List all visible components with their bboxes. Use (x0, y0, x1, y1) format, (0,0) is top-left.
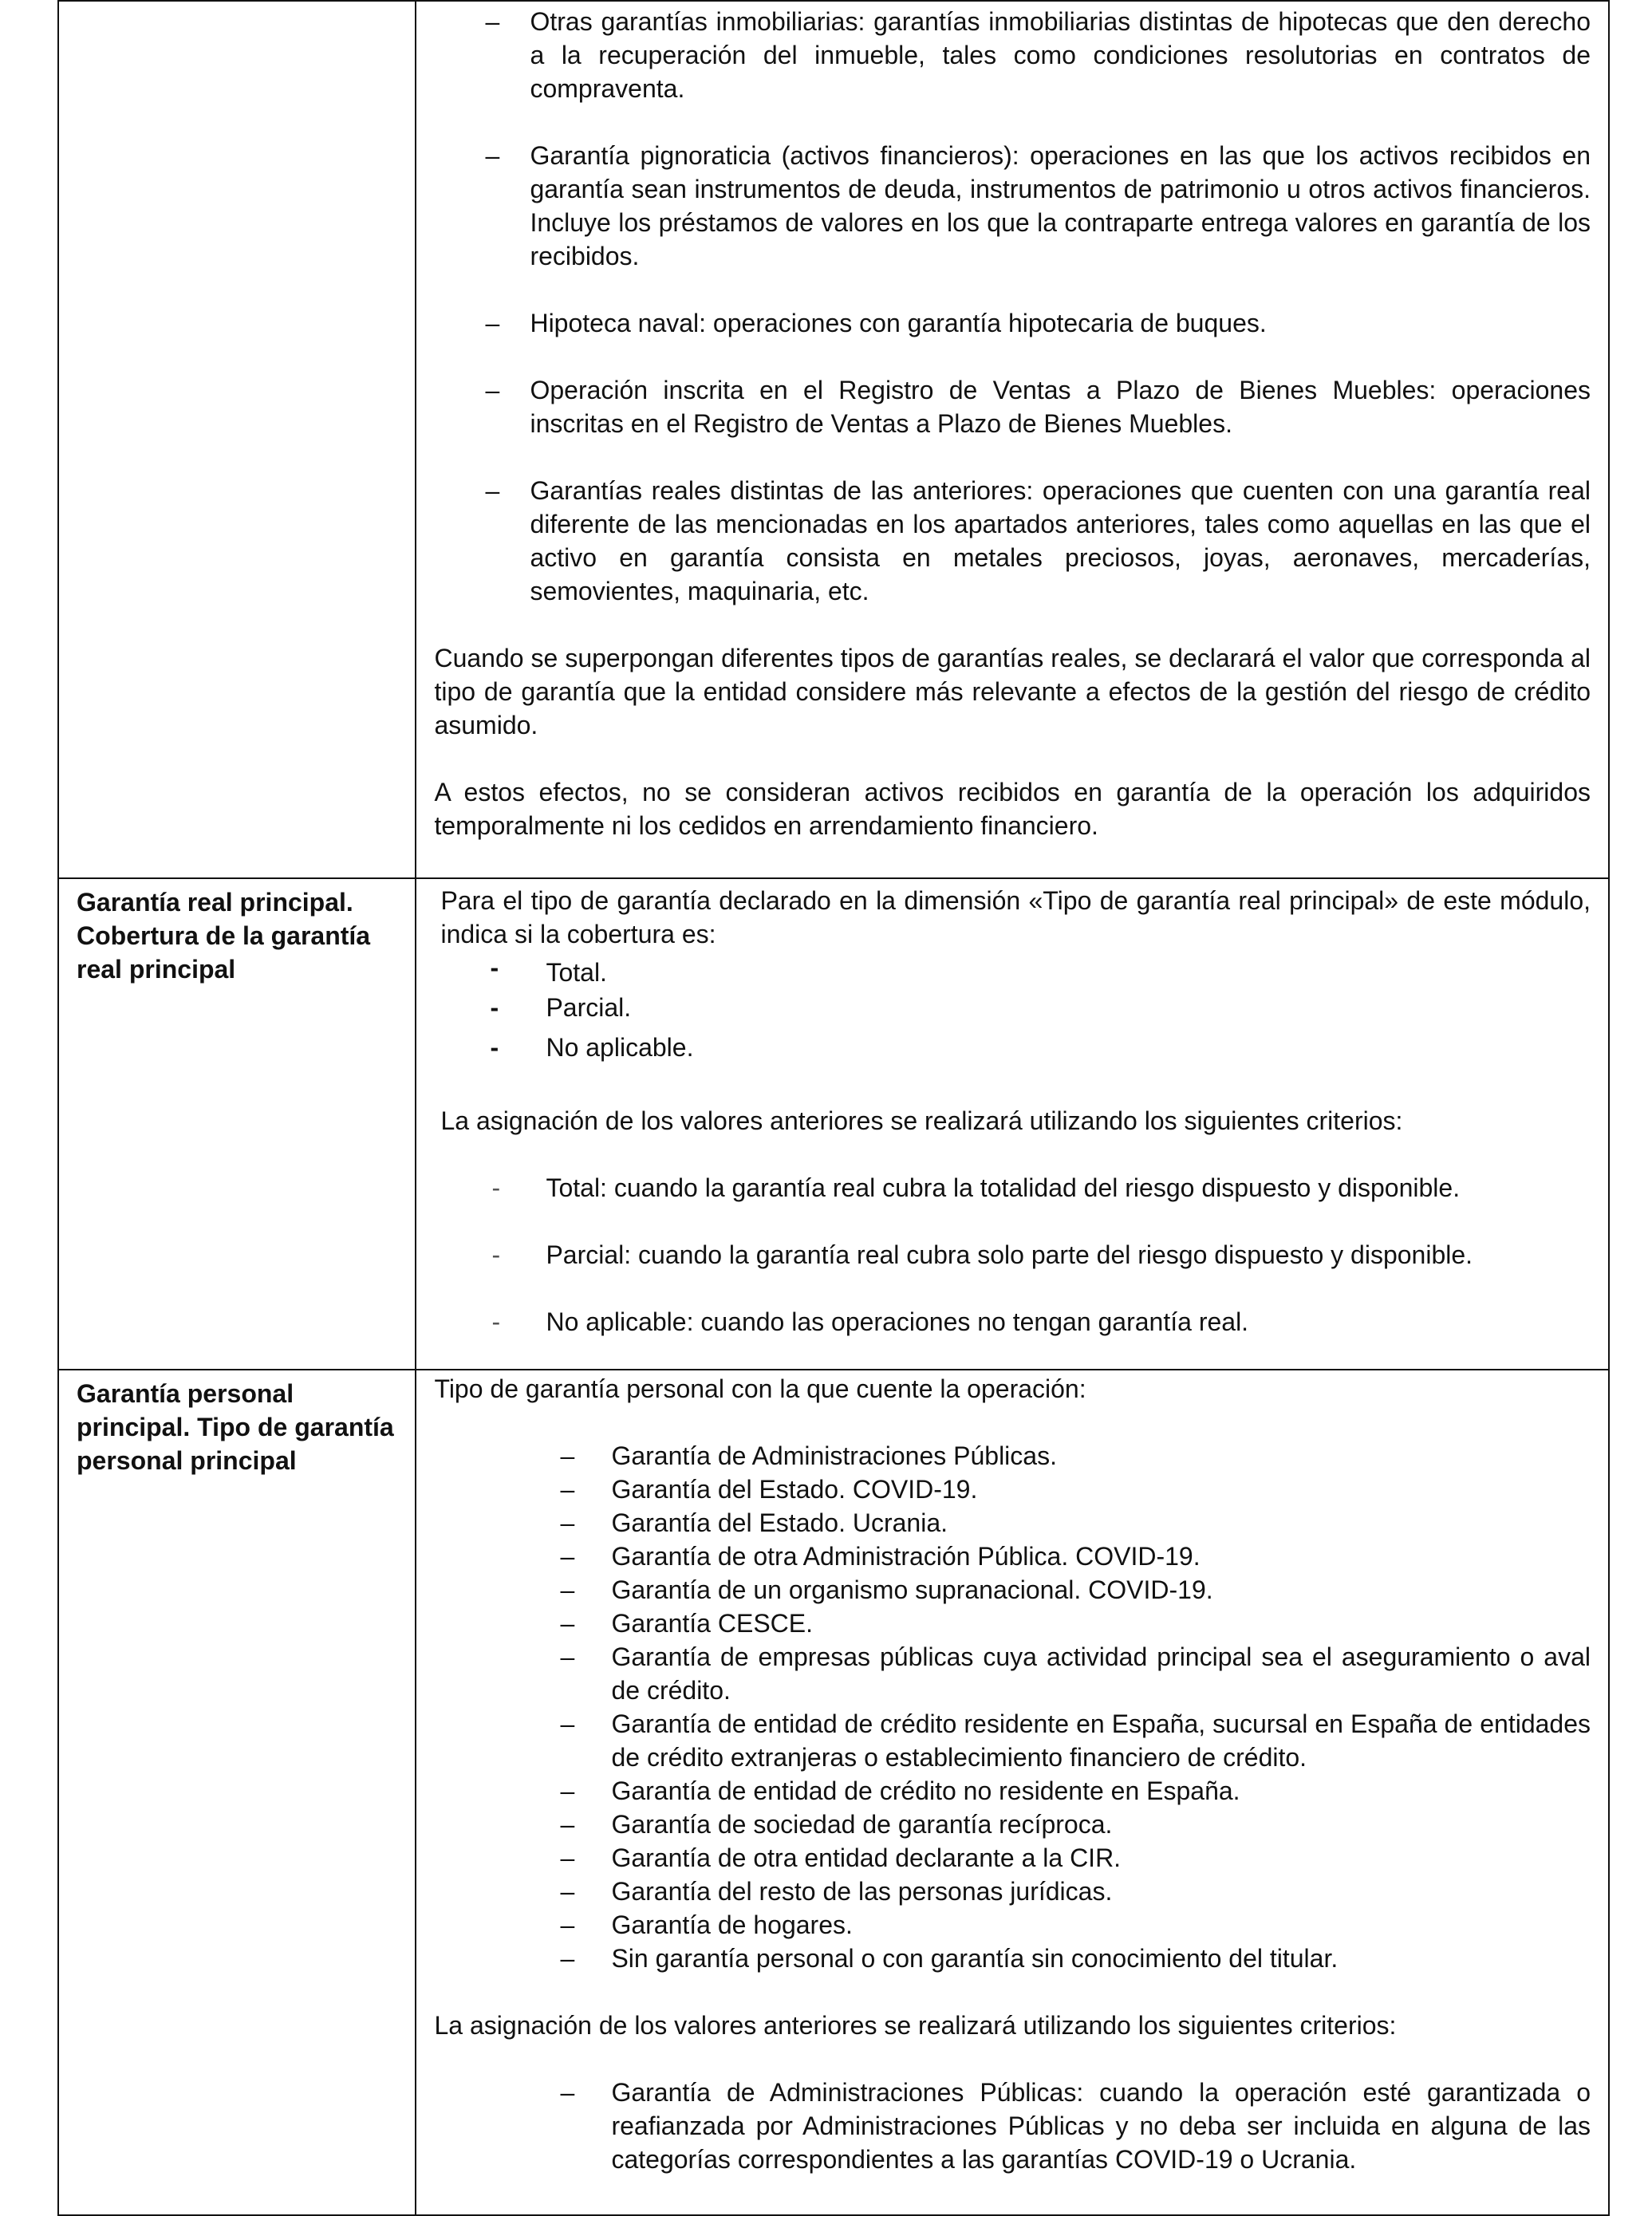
definitions-table (57, 0, 1610, 2216)
dash-bullet: – (560, 1877, 575, 1906)
dash-bullet: – (560, 1944, 575, 1973)
dash-bullet: – (560, 1843, 575, 1872)
list-item (434, 1942, 1591, 1975)
list-item-text: Parcial: cuando la garantía real cubra solo parte del riesgo dispuesto y disponible. (546, 1240, 1473, 1269)
paragraph: Para el tipo de garantía declarado en la dimensión «Tipo de garantía real principal» de este módulo, indica si la cobertura es: (440, 886, 1591, 948)
list-item-text: Total. (546, 958, 607, 987)
dash-bullet: – (485, 376, 500, 404)
list-item-text: Hipoteca naval: operaciones con garantía hipotecaria de buques. (530, 309, 1267, 337)
description-cell (416, 1, 1609, 878)
field-label: Garantía personal principal. Tipo de garantía personal principal (58, 1370, 416, 2215)
list-item (434, 1774, 1591, 1808)
list-item-text: Garantía de Administraciones Públicas: cuando la operación esté garantizada o reafianzada por Administraciones Públicas y no deba ser incluida en alguna de las categorías correspondientes a las garantías COVID-19 o Ucrania. (611, 2078, 1591, 2174)
list-item-text: Garantía de sociedad de garantía recíproca. (611, 1810, 1113, 1839)
paragraph: A estos efectos, no se consideran activos recibidos en garantía de la operación los adquiridos temporalmente ni los cedidos en arrendamiento financiero. (434, 778, 1591, 840)
list-item-text: Garantías reales distintas de las anteriores: operaciones que cuenten con una garantía real diferente de las mencionadas en los apartados anteriores, tales como aquellas en las que el activo en garantía consista en metales preciosos, joyas, aeronaves, mercaderías, semovientes, maquinaria, etc. (530, 476, 1591, 605)
list-item (440, 1031, 1591, 1071)
list-item-text: Garantía pignoraticia (activos financieros): operaciones en las que los activos recibidos en garantía sean instrumentos de deuda, instrumentos de patrimonio u otros activos financieros. Incluye los préstamos de valores en los que la contraparte entrega valores en garantía de los recibidos. (530, 141, 1591, 270)
personal-guarantee-criteria-list (434, 2076, 1591, 2176)
dash-bullet: – (560, 1475, 575, 1504)
list-item (434, 1707, 1591, 1774)
list-item-text: Garantía de entidad de crédito no residente en España. (611, 1776, 1240, 1805)
list-item (434, 1540, 1591, 1573)
list-item-text: Garantía de Administraciones Públicas. (611, 1441, 1057, 1470)
list-item (440, 1238, 1591, 1272)
dash-bullet: - (491, 1307, 501, 1336)
list-item-text: Parcial. (546, 993, 632, 1022)
dash-bullet: – (560, 1542, 575, 1571)
list-item-text: Garantía de otra Administración Pública. COVID-19. (611, 1542, 1201, 1571)
dash-bullet: – (560, 2078, 575, 2107)
list-item (434, 139, 1591, 273)
list-item-text: Sin garantía personal o con garantía sin conocimiento del titular. (611, 1944, 1339, 1973)
guarantee-type-list (434, 5, 1591, 608)
list-item-text: Garantía de un organismo supranacional. COVID-19. (611, 1575, 1213, 1604)
dash-bullet: – (560, 1575, 575, 1604)
dash-bullet: – (485, 309, 500, 337)
list-item-text: Garantía de entidad de crédito residente en España, sucursal en España de entidades de crédito extranjeras o establecimiento financiero de crédito. (611, 1709, 1591, 1772)
dash-bullet: – (560, 1810, 575, 1839)
dash-bullet: – (485, 476, 500, 505)
list-item-text: Garantía de empresas públicas cuya actividad principal sea el aseguramiento o aval de crédito. (611, 1642, 1591, 1705)
coverage-criteria-list (440, 1171, 1591, 1339)
list-item (434, 1439, 1591, 1473)
list-item (440, 1171, 1591, 1205)
field-label: Garantía real principal. Cobertura de la garantía real principal (58, 878, 416, 1370)
list-item-text: No aplicable: cuando las operaciones no tengan garantía real. (546, 1307, 1249, 1336)
dash-bullet: - (491, 1240, 501, 1269)
list-item-text: No aplicable. (546, 1033, 694, 1062)
list-item (434, 2076, 1591, 2176)
list-item-text: Garantía del resto de las personas jurídicas. (611, 1877, 1113, 1906)
list-item (440, 991, 1591, 1031)
dash-bullet: - (490, 993, 499, 1022)
list-item (434, 1841, 1591, 1875)
list-item (434, 1573, 1591, 1607)
dash-bullet: – (485, 141, 500, 170)
description-cell (416, 1370, 1609, 2215)
description-cell (416, 878, 1609, 1370)
dash-bullet: – (560, 1910, 575, 1939)
dash-bullet: – (560, 1709, 575, 1738)
list-item (434, 5, 1591, 105)
list-item (434, 474, 1591, 608)
paragraph: Tipo de garantía personal con la que cuente la operación: (434, 1374, 1086, 1403)
paragraph: La asignación de los valores anteriores se realizará utilizando los siguientes criterios: (440, 1106, 1403, 1135)
dash-bullet: – (485, 7, 500, 36)
list-item-text: Operación inscrita en el Registro de Ventas a Plazo de Bienes Muebles: operaciones inscritas en el Registro de Ventas a Plazo de Bienes Muebles. (530, 376, 1591, 438)
list-item (440, 951, 1591, 991)
label-cell-empty (58, 1, 416, 878)
list-item-text: Garantía CESCE. (611, 1609, 813, 1638)
dash-bullet: – (560, 1609, 575, 1638)
dash-bullet: – (560, 1441, 575, 1470)
personal-guarantee-values-list (434, 1439, 1591, 1975)
list-item-text: Total: cuando la garantía real cubra la totalidad del riesgo dispuesto y disponible. (546, 1173, 1461, 1202)
dash-bullet: - (490, 1033, 499, 1062)
dash-bullet: - (491, 1173, 501, 1202)
list-item (440, 1305, 1591, 1339)
list-item-text: Garantía del Estado. Ucrania. (611, 1508, 948, 1537)
list-item-text: Garantía de hogares. (611, 1910, 853, 1939)
list-item (434, 1473, 1591, 1506)
list-item (434, 1875, 1591, 1908)
list-item-text: Garantía de otra entidad declarante a la CIR. (611, 1843, 1122, 1872)
coverage-values-list (440, 951, 1591, 1071)
table-row (58, 1, 1609, 878)
list-item-text: Otras garantías inmobiliarias: garantías inmobiliarias distintas de hipotecas que den derecho a la recuperación del inmueble, tales como condiciones resolutorias en contratos de compraventa. (530, 7, 1591, 103)
dash-bullet: - (490, 953, 499, 982)
list-item (434, 373, 1591, 440)
list-item (434, 1908, 1591, 1942)
dash-bullet: – (560, 1642, 575, 1671)
list-item (434, 1607, 1591, 1640)
list-item (434, 1808, 1591, 1841)
paragraph: Cuando se superpongan diferentes tipos de garantías reales, se declarará el valor que corresponda al tipo de garantía que la entidad considere más relevante a efectos de la gestión del riesgo de crédito asumido. (434, 644, 1591, 739)
table-row (58, 1370, 1609, 2215)
dash-bullet: – (560, 1508, 575, 1537)
paragraph: La asignación de los valores anteriores se realizará utilizando los siguientes criterios: (434, 2011, 1397, 2040)
list-item (434, 1506, 1591, 1540)
dash-bullet: – (560, 1776, 575, 1805)
list-item-text: Garantía del Estado. COVID-19. (611, 1475, 978, 1504)
list-item (434, 306, 1591, 340)
table-row (58, 878, 1609, 1370)
list-item (434, 1640, 1591, 1707)
